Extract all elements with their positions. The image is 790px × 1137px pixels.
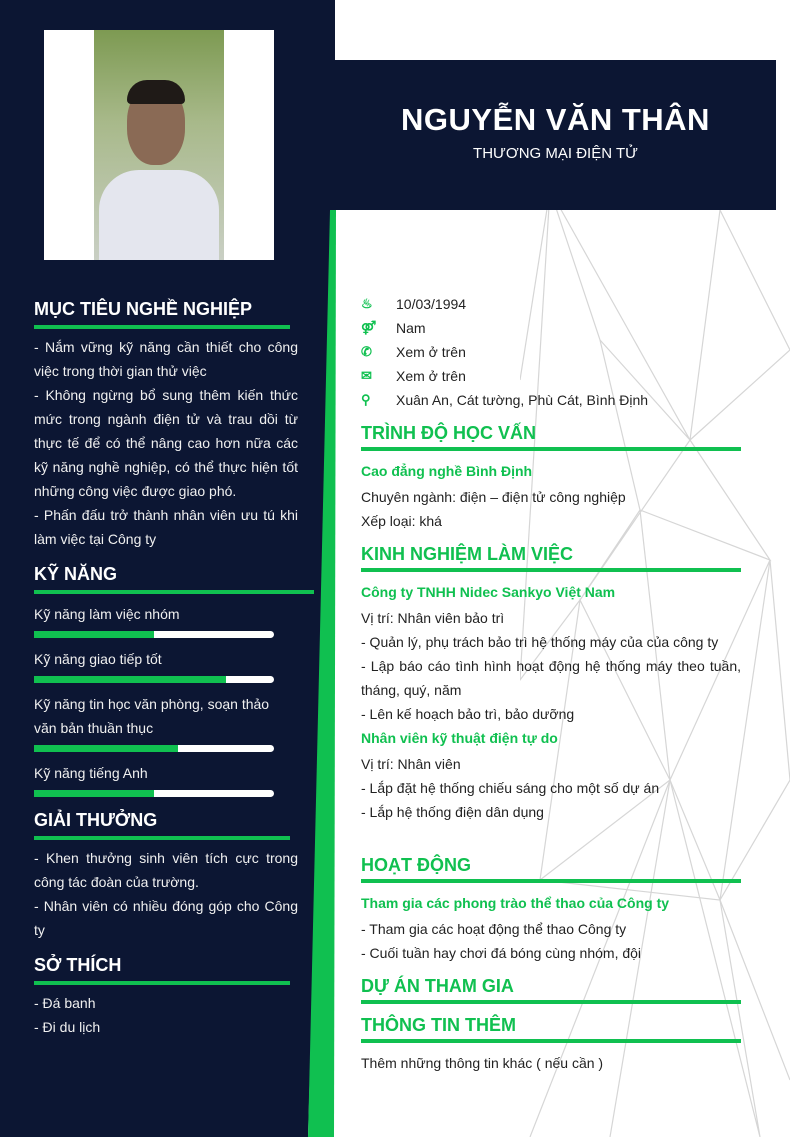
skill-name: Kỹ năng tiếng Anh — [34, 765, 148, 781]
more-info-section — [361, 1014, 741, 1075]
activity-subtitle: Tham gia các phong trào thể thao của Công ty — [361, 895, 670, 911]
section-title: KINH NGHIỆM LÀM VIỆC — [361, 544, 574, 564]
left-column — [34, 298, 314, 1039]
job-title: THƯƠNG MẠI ĐIỆN TỬ — [473, 145, 638, 162]
more-info-text: Thêm những thông tin khác ( nếu cần ) — [361, 1055, 604, 1071]
section-title: KỸ NĂNG — [34, 564, 118, 584]
divider — [34, 590, 314, 594]
contact-row — [361, 388, 741, 412]
hobby-line: - Đá banh — [34, 995, 96, 1011]
skill-level-fill — [34, 631, 154, 638]
objective-line: - Không ngừng bổ sung thêm kiến thức mức trong ngành điện tử và trau dồi từ thực tế để có thể nâng cao hơn nữa các kỹ năng nghề nghiệp, có thể thực hiện tốt những công việc được giao phó. — [34, 387, 298, 499]
address: Xuân An, Cát tường, Phù Cát, Bình Định — [396, 392, 649, 408]
section-title: THÔNG TIN THÊM — [361, 1015, 516, 1035]
gender: Nam — [396, 320, 426, 336]
awards-section — [34, 809, 298, 942]
job-line: - Quản lý, phụ trách bảo trì hệ thống máy của của công ty — [361, 634, 719, 650]
section-title: SỞ THÍCH — [34, 955, 122, 975]
education-line: Xếp loại: khá — [361, 513, 442, 529]
skill-name: Kỹ năng tin học văn phòng, soạn thảo văn bản thuần thục — [34, 696, 270, 736]
skill-level-bar — [34, 745, 274, 752]
candidate-name: NGUYỄN VĂN THÂN — [401, 102, 710, 137]
divider — [361, 447, 741, 451]
right-column — [361, 292, 741, 1075]
job-line: - Lắp đặt hệ thống chiếu sáng cho một số dự án — [361, 780, 660, 796]
objective-section — [34, 298, 298, 551]
divider — [361, 1039, 741, 1043]
skill-level-fill — [34, 790, 154, 797]
email-icon: ✉ — [361, 368, 372, 383]
contact-row — [361, 340, 741, 364]
divider — [361, 879, 741, 883]
job-line: - Lắp hệ thống điện dân dụng — [361, 804, 544, 820]
skills-section — [34, 563, 314, 797]
gender-icon: ⚤ — [361, 320, 377, 335]
section-title: HOẠT ĐỘNG — [361, 855, 471, 875]
hobbies-section — [34, 954, 298, 1039]
skill-level-bar — [34, 631, 274, 638]
skill-level-fill — [34, 676, 226, 683]
job-line: - Lập báo cáo tình hình hoạt động hệ thống máy theo tuần, tháng, quý, năm — [361, 658, 741, 698]
skill-name: Kỹ năng giao tiếp tốt — [34, 651, 162, 667]
birthday-cake-icon: ♨ — [361, 296, 373, 311]
divider — [34, 325, 290, 329]
skill-level-bar — [34, 676, 274, 683]
location-pin-icon: ⚲ — [361, 392, 371, 407]
school-name: Cao đẳng nghề Bình Định — [361, 463, 533, 479]
objective-line: - Nắm vững kỹ năng cần thiết cho công việc trong thời gian thử việc — [34, 339, 298, 379]
divider — [361, 1000, 741, 1004]
hobby-line: - Đi du lịch — [34, 1019, 101, 1035]
company-name: Công ty TNHH Nidec Sankyo Việt Nam — [361, 584, 616, 600]
contact-row — [361, 292, 741, 316]
award-line: - Khen thưởng sinh viên tích cực trong công tác đoàn của trường. — [34, 850, 298, 890]
contact-row — [361, 364, 741, 388]
divider — [34, 836, 290, 840]
education-line: Chuyên ngành: điện – điện tử công nghiệp — [361, 489, 626, 505]
skill-level-bar — [34, 790, 274, 797]
email: Xem ở trên — [396, 368, 466, 384]
profile-photo — [44, 30, 274, 260]
divider — [34, 981, 290, 985]
activity-line: - Cuối tuần hay chơi đá bóng cùng nhóm, đội — [361, 945, 642, 961]
activity-line: - Tham gia các hoạt động thể thao Công ty — [361, 921, 627, 937]
experience-section — [361, 543, 741, 824]
section-title: GIẢI THƯỞNG — [34, 810, 158, 830]
section-title: TRÌNH ĐỘ HỌC VẤN — [361, 423, 536, 443]
projects-section — [361, 975, 741, 1004]
skill-level-fill — [34, 745, 178, 752]
education-section — [361, 422, 741, 533]
job-line: Vị trí: Nhân viên — [361, 756, 461, 772]
header-banner — [335, 60, 776, 210]
award-line: - Nhân viên có nhiều đóng góp cho Công ty — [34, 898, 298, 938]
contact-row — [361, 316, 741, 340]
phone-icon: ✆ — [361, 344, 372, 359]
divider — [361, 568, 741, 572]
job-line: Vị trí: Nhân viên bảo trì — [361, 610, 505, 626]
contact-info — [361, 292, 741, 412]
section-title: MỤC TIÊU NGHỀ NGHIỆP — [34, 299, 253, 319]
objective-line: - Phấn đấu trở thành nhân viên ưu tú khi làm việc tại Công ty — [34, 507, 298, 547]
skill-name: Kỹ năng làm việc nhóm — [34, 606, 180, 622]
activities-section — [361, 854, 741, 965]
birthdate: 10/03/1994 — [396, 296, 467, 312]
phone: Xem ở trên — [396, 344, 466, 360]
section-title: DỰ ÁN THAM GIA — [361, 976, 514, 996]
company-name: Nhân viên kỹ thuật điện tự do — [361, 730, 558, 746]
job-line: - Lên kế hoạch bảo trì, bảo dưỡng — [361, 706, 575, 722]
